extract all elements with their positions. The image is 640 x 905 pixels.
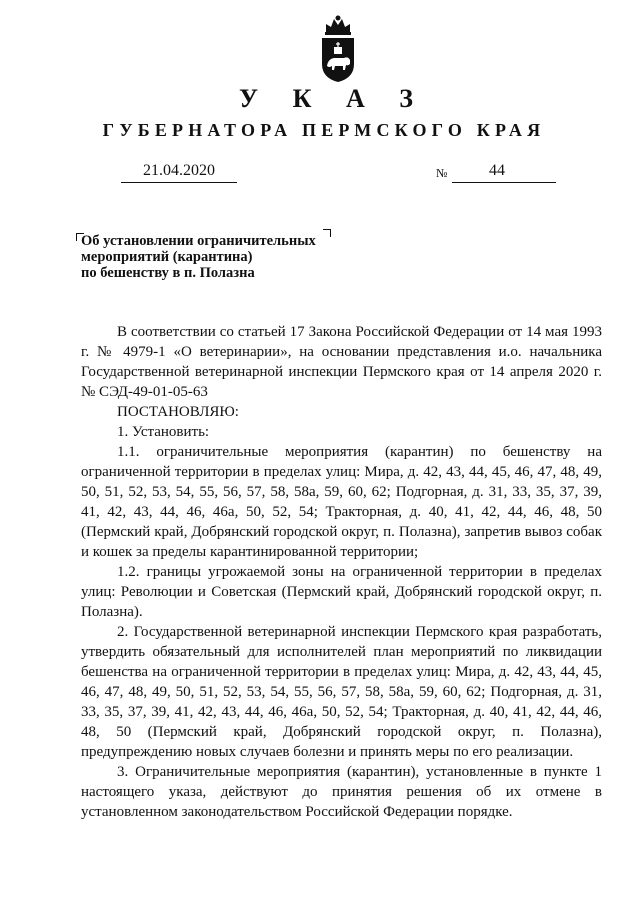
issuer-title: ГУБЕРНАТОРА ПЕРМСКОГО КРАЯ [102, 120, 546, 140]
item-1: 1. Установить: [117, 424, 210, 440]
subject-line: по бешенству в п. Полазна [81, 265, 255, 281]
subject-line: мероприятий (карантина) [81, 249, 253, 265]
date-field [121, 162, 237, 184]
preamble-paragraph: В соответствии со статьей 17 Закона Российской Федерации от 14 мая 1993 г. № 4979-1 «О ветеринарии», на основании представления и.о. начальника Государственной ветеринарной инспекции Пермского края от 14 апреля 2020 г. № СЭД-49-01-05-63 [81, 324, 602, 400]
number-label: № [436, 166, 448, 180]
date-underline [121, 182, 237, 183]
item-1-2: 1.2. границы угрожаемой зоны на ограниченной территории в пределах улиц: Революции и Советская (Пермский край, Добрянский городской округ, п. Полазна). [81, 564, 602, 620]
document-date: 21.04.2020 [143, 162, 215, 179]
decree-word: ПОСТАНОВЛЯЮ: [117, 404, 239, 420]
coat-of-arms-emblem [318, 14, 358, 84]
item-3: 3. Ограничительные мероприятия (карантин), установленные в пункте 1 настоящего указа, действуют до принятия решения об их отмене в установленном законодательством Российской Федерации порядке. [81, 764, 602, 820]
document-type-title: У К А З [239, 84, 427, 113]
item-1-1: 1.1. ограничительные мероприятия (карантин) по бешенству на ограниченной территории в пределах улиц: Мира, д. 42, 43, 44, 45, 46, 47, 48, 49, 50, 51, 52, 53, 54, 55, 56, 57, 58, 58а, 59, 60, 62; Подгорная, д. 31, 33, 35, 37, 39, 41, 42, 43, 44, 46, 46а, 50, 52, 54; Тракторная, д. 40, 41, 42, 44, 46, 48, 50 (Пермский край, Добрянский городской округ, п. Полазна), запретив вывоз собак и кошек за пределы карантинированной территории; [81, 444, 602, 560]
item-2: 2. Государственной ветеринарной инспекции Пермского края разработать, утвердить обязательный для исполнителей план мероприятий по ликвидации бешенства на ограниченной территории в пределах улиц: Мира, д. 42, 43, 44, 45, 46, 47, 48, 49, 50, 51, 52, 53, 54, 55, 56, 57, 58, 58а, 59, 60, 62; Подгорная, д. 31, 33, 35, 37, 39, 41, 42, 43, 44, 46, 46а, 50, 52, 54; Тракторная, д. 40, 41, 42, 44, 46, 48, 50 (Пермский край, Добрянский городской округ, п. Полазна), предупреждению новых случаев болезни и принять меры по его реализации. [81, 624, 602, 760]
document-number: 44 [489, 162, 505, 179]
subject-line: Об установлении ограничительных [81, 233, 316, 249]
document-body [81, 322, 602, 822]
number-underline [452, 182, 556, 183]
document-subject [81, 233, 351, 281]
